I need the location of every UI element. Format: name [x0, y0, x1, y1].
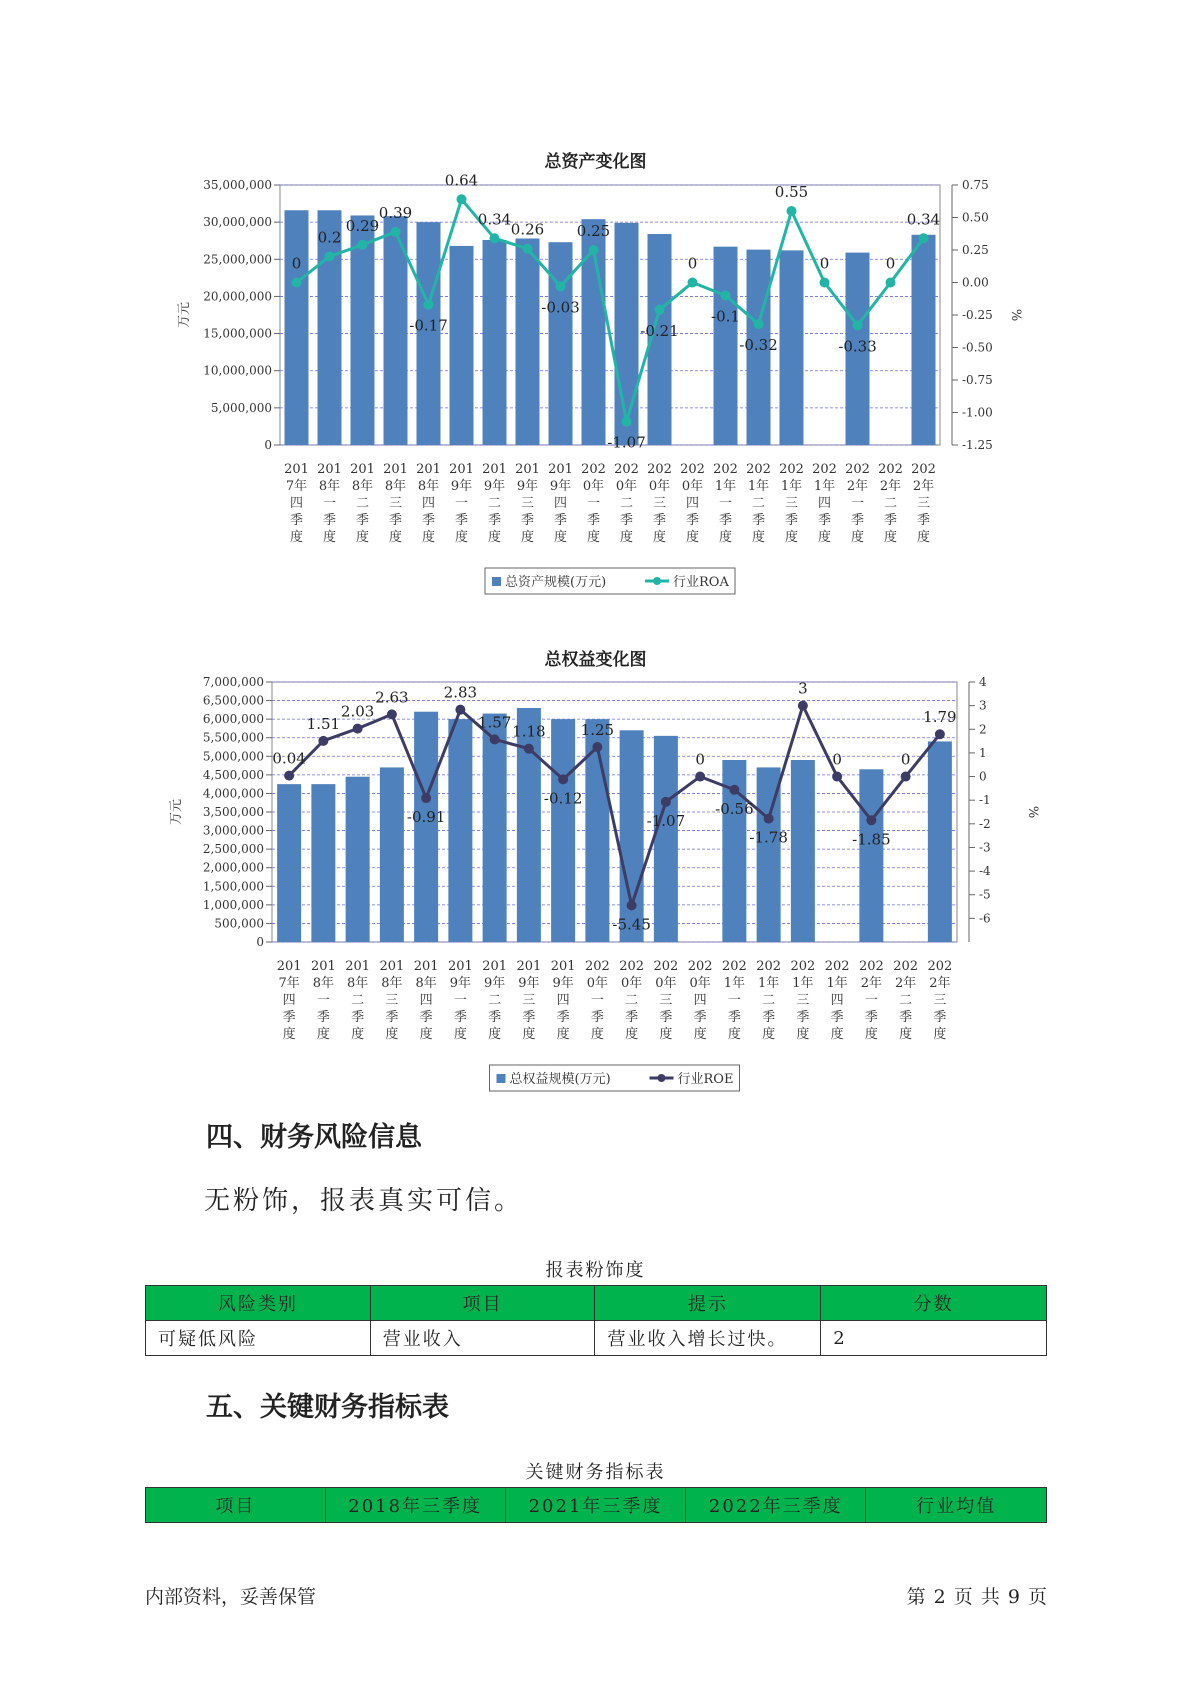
x-tick-label: 201 8年三季度 — [383, 462, 408, 545]
risk-table-header-row — [146, 1286, 1047, 1321]
bar — [414, 712, 438, 942]
data-label: -0.1 — [711, 307, 740, 326]
section4-body: 无粉饰，报表真实可信。 — [204, 1186, 524, 1216]
line-point — [292, 278, 302, 288]
y2-tick-label: -0.25 — [962, 308, 993, 322]
line-point — [832, 772, 842, 782]
line-point — [935, 729, 945, 739]
x-tick-label: 201 9年三季度 — [515, 462, 540, 545]
data-label: 0 — [900, 750, 911, 769]
x-tick-label: 201 8年二季度 — [345, 959, 371, 1042]
x-tick-label: 202 2年三季度 — [911, 462, 936, 545]
y2-tick-label: -6 — [979, 911, 991, 926]
data-label: 2.03 — [340, 702, 375, 721]
x-tick-label: 202 0年一季度 — [581, 462, 606, 545]
bar — [483, 714, 507, 942]
footer-page-number: 第 2 页 共 9 页 — [906, 1586, 1048, 1608]
section5-heading: 五、关键财务指标表 — [206, 1392, 449, 1423]
data-label: -1.07 — [607, 433, 646, 452]
total-assets-chart — [0, 170, 1191, 620]
data-label: -0.17 — [409, 316, 448, 335]
bar — [551, 719, 575, 942]
data-label: -0.56 — [715, 799, 754, 818]
risk-cell-score: 2 — [821, 1321, 1047, 1356]
x-tick-label: 202 0年四季度 — [680, 462, 705, 545]
bar — [615, 223, 639, 445]
y-tick-label: 0 — [256, 935, 264, 949]
key-header-item: 项目 — [146, 1488, 326, 1523]
x-tick-label: 201 9年三季度 — [516, 959, 542, 1042]
line-point — [490, 734, 500, 744]
x-tick-label: 202 2年一季度 — [858, 959, 884, 1042]
risk-header-category: 风险类别 — [146, 1286, 371, 1321]
line-point — [391, 227, 401, 237]
legend-line-label: 行业ROA — [673, 575, 729, 590]
data-label: 0.25 — [576, 222, 611, 240]
line-point — [919, 233, 929, 243]
data-label: 0.29 — [345, 216, 380, 235]
x-tick-label: 202 0年一季度 — [584, 959, 610, 1042]
y-tick-label: 7,000,000 — [202, 675, 264, 689]
y2-tick-label: -1.25 — [962, 438, 993, 452]
x-tick-label: 201 9年四季度 — [550, 959, 576, 1042]
line-point — [688, 278, 698, 288]
legend-bar-label: 总权益规模(万元) — [509, 1072, 611, 1087]
line-point — [622, 417, 632, 427]
risk-header-score: 分数 — [821, 1286, 1047, 1321]
y2-tick-label: 1 — [979, 745, 987, 760]
data-label: 1.57 — [477, 713, 512, 732]
y-tick-label: 1,500,000 — [202, 879, 264, 894]
y-tick-label: 4,000,000 — [202, 786, 264, 801]
data-label: 0 — [291, 254, 302, 273]
y2-axis-label: % — [1008, 308, 1023, 322]
bar — [517, 708, 541, 942]
data-label: -1.07 — [646, 811, 686, 830]
x-tick-label: 202 2年三季度 — [927, 959, 953, 1042]
bar — [780, 250, 804, 445]
x-tick-label: 202 2年二季度 — [893, 959, 919, 1042]
key-header-industry-avg: 行业均值 — [866, 1488, 1047, 1523]
data-label: 1.51 — [306, 714, 341, 733]
footer-confidential-note: 内部资料，妥善保管 — [145, 1586, 317, 1608]
risk-cell-item: 营业收入 — [370, 1321, 595, 1356]
y2-tick-label: -1 — [979, 793, 991, 808]
line-point — [798, 701, 808, 711]
line-point — [866, 815, 876, 825]
chart1-title: 总资产变化图 — [544, 152, 647, 172]
data-label: -0.91 — [406, 808, 446, 827]
y-tick-label: 5,000,000 — [202, 749, 264, 764]
data-label: 0.64 — [444, 171, 479, 190]
y-tick-label: 5,000,000 — [210, 400, 272, 415]
y-tick-label: 1,000,000 — [202, 897, 264, 912]
y2-tick-label: -0.75 — [962, 373, 993, 387]
data-label: -1.78 — [749, 828, 788, 847]
y-tick-label: 35,000,000 — [203, 178, 272, 192]
data-label: 0 — [687, 254, 698, 273]
x-tick-label: 201 8年一季度 — [317, 462, 342, 545]
bar — [549, 242, 573, 445]
x-tick-label: 201 8年四季度 — [413, 959, 439, 1042]
bar — [654, 736, 678, 942]
y2-tick-label: -1.00 — [962, 405, 993, 420]
legend-bar-swatch — [497, 1074, 506, 1083]
line-point — [695, 772, 705, 782]
data-label: 0.2 — [317, 228, 342, 247]
line-point — [853, 320, 863, 330]
line-point — [358, 240, 368, 250]
line-point — [592, 742, 602, 752]
risk-cell-hint: 营业收入增长过快。 — [595, 1321, 821, 1356]
line-point — [490, 233, 500, 243]
line-point — [325, 252, 335, 262]
data-label: 0 — [819, 254, 830, 273]
risk-cell-category: 可疑低风险 — [146, 1321, 371, 1356]
risk-header-item: 项目 — [370, 1286, 595, 1321]
data-label: 0 — [885, 254, 896, 273]
data-label: 0.26 — [510, 220, 545, 239]
line-point — [318, 736, 328, 746]
y2-tick-label: 4 — [979, 675, 987, 689]
data-label: 0.34 — [477, 210, 512, 229]
table-row — [146, 1321, 1047, 1356]
legend-line-marker — [653, 577, 661, 585]
data-label: -0.12 — [543, 789, 583, 808]
key-header-2022q3: 2022年三季度 — [686, 1488, 866, 1523]
x-tick-label: 202 0年四季度 — [687, 959, 713, 1042]
data-label: -5.45 — [612, 915, 651, 934]
data-label: 0 — [695, 750, 705, 769]
y-tick-label: 2,500,000 — [202, 842, 264, 857]
y2-tick-label: 0.75 — [962, 178, 989, 192]
x-tick-label: 201 8年四季度 — [416, 462, 441, 545]
y2-tick-label: 2 — [979, 722, 987, 737]
bar — [912, 235, 936, 445]
line-point — [754, 319, 764, 329]
legend-bar-label: 总资产规模(万元) — [505, 575, 607, 590]
data-label: 0.34 — [906, 210, 941, 229]
data-label: 2.83 — [443, 683, 478, 702]
x-tick-label: 202 0年二季度 — [614, 462, 639, 545]
y-tick-label: 10,000,000 — [203, 363, 272, 378]
y-tick-label: 30,000,000 — [203, 215, 272, 230]
legend-line-marker — [658, 1074, 666, 1082]
data-label: 1.79 — [923, 708, 957, 727]
line-point — [655, 305, 665, 315]
y-axis-label: 万元 — [177, 301, 192, 329]
legend-bar-swatch — [492, 577, 501, 586]
line-point — [556, 281, 566, 291]
data-label: -0.33 — [838, 337, 877, 356]
y2-axis-label: % — [1025, 805, 1040, 819]
line-point — [387, 709, 397, 719]
line-point — [353, 724, 363, 734]
line-point — [787, 206, 797, 216]
x-tick-label: 201 9年二季度 — [482, 462, 507, 545]
line-point — [558, 774, 568, 784]
y2-tick-label: 3 — [979, 698, 987, 713]
bar — [351, 215, 375, 445]
x-tick-label: 202 1年三季度 — [790, 959, 816, 1042]
bar — [714, 247, 738, 445]
risk-table — [145, 1285, 1047, 1356]
y2-tick-label: -4 — [979, 864, 991, 879]
bar — [483, 240, 507, 445]
y-tick-label: 500,000 — [214, 916, 264, 931]
key-header-2018q3: 2018年三季度 — [325, 1488, 505, 1523]
data-label: 0.55 — [774, 183, 809, 201]
bar — [311, 784, 335, 942]
line-point — [524, 744, 534, 754]
y2-tick-label: 0.25 — [962, 243, 989, 257]
y-tick-label: 15,000,000 — [203, 326, 272, 341]
line-point — [764, 814, 774, 824]
y-tick-label: 5,500,000 — [202, 730, 264, 745]
data-label: 3 — [798, 679, 808, 698]
y2-tick-label: 0.00 — [962, 275, 989, 290]
x-tick-label: 202 2年二季度 — [878, 462, 903, 545]
x-tick-label: 201 9年二季度 — [482, 959, 508, 1042]
key-header-2021q3: 2021年三季度 — [505, 1488, 686, 1523]
y2-tick-label: -2 — [979, 816, 991, 831]
y2-tick-label: 0.50 — [962, 210, 989, 225]
y-tick-label: 3,500,000 — [202, 805, 264, 819]
chart2-title: 总权益变化图 — [544, 650, 647, 670]
line-point — [729, 785, 739, 795]
y-tick-label: 4,500,000 — [202, 767, 264, 782]
x-tick-label: 201 7年四季度 — [284, 462, 309, 545]
section5-table-caption: 关键财务指标表 — [525, 1462, 666, 1483]
data-label: 0.39 — [378, 203, 413, 222]
bar — [285, 210, 309, 445]
y-tick-label: 6,500,000 — [202, 693, 264, 708]
line-point — [523, 244, 533, 254]
x-tick-label: 202 1年三季度 — [779, 462, 804, 545]
line-point — [589, 245, 599, 255]
line-point — [284, 771, 294, 781]
line-point — [901, 772, 911, 782]
x-tick-label: 201 8年二季度 — [350, 462, 375, 545]
bar — [346, 777, 370, 942]
y-tick-label: 6,000,000 — [202, 712, 264, 727]
x-tick-label: 202 0年二季度 — [619, 959, 645, 1042]
section4-heading: 四、财务风险信息 — [206, 1122, 422, 1153]
x-tick-label: 201 8年三季度 — [379, 959, 405, 1042]
y2-tick-label: 0 — [979, 769, 987, 784]
x-tick-label: 202 1年二季度 — [746, 462, 771, 545]
data-label: -0.03 — [541, 298, 580, 317]
line-point — [820, 278, 830, 288]
x-tick-label: 202 1年二季度 — [756, 959, 782, 1042]
data-label: 2.63 — [375, 688, 409, 707]
y-tick-label: 3,000,000 — [202, 823, 264, 838]
y2-tick-label: -0.50 — [962, 340, 993, 355]
line-point — [661, 797, 671, 807]
y-axis-label: 万元 — [169, 798, 184, 826]
line-point — [886, 278, 896, 288]
bar — [277, 784, 301, 942]
bar — [859, 769, 883, 942]
bar — [928, 741, 952, 942]
line-point — [424, 300, 434, 310]
y-tick-label: 2,000,000 — [202, 860, 264, 875]
bar — [791, 760, 815, 942]
key-table-header-row — [146, 1488, 1047, 1523]
data-label: -0.21 — [640, 321, 679, 340]
x-tick-label: 202 1年四季度 — [812, 462, 837, 545]
x-tick-label: 201 9年四季度 — [548, 462, 573, 545]
data-label: 1.25 — [580, 721, 615, 739]
bar — [448, 719, 472, 942]
x-tick-label: 202 0年三季度 — [647, 462, 672, 545]
data-label: -0.32 — [739, 336, 778, 355]
x-tick-label: 201 9年一季度 — [449, 462, 474, 545]
data-label: 0.04 — [272, 749, 306, 768]
x-tick-label: 202 2年一季度 — [845, 462, 870, 545]
data-label: 1.18 — [512, 722, 546, 741]
section4-table-caption: 报表粉饰度 — [545, 1260, 646, 1281]
y-tick-label: 0 — [264, 438, 272, 452]
line-point — [457, 194, 467, 204]
y2-tick-label: -3 — [979, 840, 991, 855]
y-tick-label: 25,000,000 — [203, 252, 272, 267]
line-point — [421, 793, 431, 803]
x-tick-label: 201 8年一季度 — [310, 959, 336, 1042]
key-indicators-table — [145, 1487, 1047, 1523]
y-tick-label: 20,000,000 — [203, 289, 272, 304]
x-tick-label: 202 1年一季度 — [713, 462, 738, 545]
line-point — [627, 900, 637, 910]
data-label: 0 — [832, 750, 842, 769]
bar — [516, 238, 540, 445]
x-tick-label: 202 0年三季度 — [653, 959, 679, 1042]
x-tick-label: 202 1年四季度 — [824, 959, 850, 1042]
x-tick-label: 202 1年一季度 — [721, 959, 747, 1042]
total-equity-chart — [0, 670, 1191, 1110]
bar — [450, 246, 474, 445]
line-point — [721, 291, 731, 301]
line-point — [455, 705, 465, 715]
y2-tick-label: -5 — [979, 887, 991, 902]
x-tick-label: 201 7年四季度 — [276, 959, 302, 1042]
risk-header-hint: 提示 — [595, 1286, 821, 1321]
x-tick-label: 201 9年一季度 — [447, 959, 473, 1042]
bar — [380, 767, 404, 942]
data-label: -1.85 — [852, 830, 891, 849]
legend-line-label: 行业ROE — [677, 1072, 734, 1087]
